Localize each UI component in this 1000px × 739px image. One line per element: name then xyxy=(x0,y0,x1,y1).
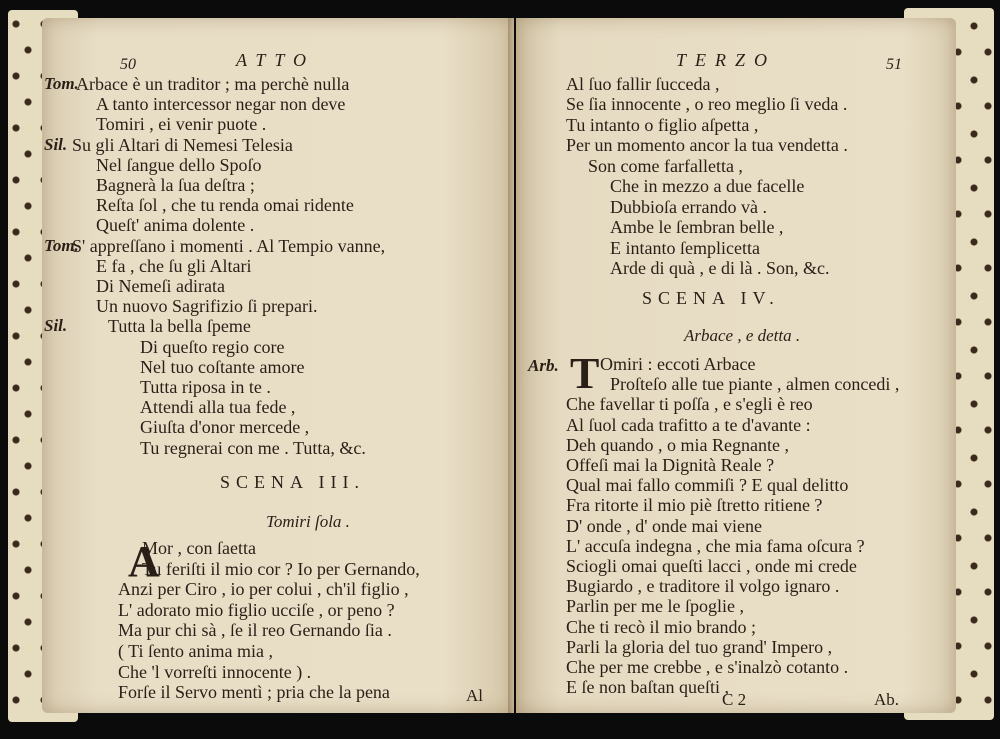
page-number: 51 xyxy=(886,56,902,73)
scene-stage-direction: Tomiri ſola . xyxy=(266,512,350,531)
verse-line: Omiri : eccoti Arbace xyxy=(600,354,756,374)
verse-line: Queſt' anima dolente . xyxy=(96,215,255,236)
verse-line: Parlin per me le ſpoglie , xyxy=(566,596,744,617)
drop-cap: T xyxy=(570,349,600,398)
verse-line: Bugiardo , e traditore il volgo ignaro . xyxy=(566,576,840,597)
speaker-label: Tom. xyxy=(44,74,79,93)
aria-line: Dubbioſa errando và . xyxy=(610,196,767,217)
catchword: Ab. xyxy=(874,690,900,709)
verse-line: Tu regnerai con me . Tutta, &c. xyxy=(140,437,366,458)
page-number: 50 xyxy=(120,56,136,73)
verse-line: Ma pur chi sà , ſe il reo Gernando ſia . xyxy=(118,620,392,641)
verse-line: Al ſuo fallir ſucceda , xyxy=(566,74,720,94)
aria-line: Che in mezzo a due facelle xyxy=(610,176,805,197)
aria-line: Ambe le ſembran belle , xyxy=(610,217,784,238)
verse-line: Se ſia innocente , o reo meglio ſi veda . xyxy=(566,94,848,115)
verse-line: A tanto intercessor negar non deve xyxy=(96,94,346,115)
verse-line: Proſteſo alle tue piante , almen concedi , xyxy=(610,374,900,395)
verse-line: Qual mai fallo commiſi ? E qual delitto xyxy=(566,475,849,496)
verse-line: Che ti recò il mio brando ; xyxy=(566,616,756,637)
verse-line: Che favellar ti poſſa , e s'egli è reo xyxy=(566,394,813,415)
verse-line: Per un momento ancor la tua vendetta . xyxy=(566,135,848,156)
left-page xyxy=(42,18,514,713)
speaker-label: Tom. xyxy=(44,235,79,255)
verse-line: E fa , che ſu gli Altari xyxy=(96,255,252,276)
verse-line: S' appreſſano i momenti . Al Tempio vanne, xyxy=(72,235,386,256)
verse-line: Nel ſangue dello Spoſo xyxy=(96,154,262,175)
verse-line: Forſe il Servo mentì ; pria che la pena xyxy=(118,682,390,703)
verse-line: Nel tuo coſtante amore xyxy=(140,356,305,377)
verse-line: ( Ti ſento anima mia , xyxy=(118,641,273,661)
verse-line: Bagnerà la ſua deſtra ; xyxy=(96,175,255,195)
verse-line: Attendi alla tua fede , xyxy=(140,397,296,418)
verse-line: Arbace è un traditor ; ma perchè nulla xyxy=(76,74,350,94)
verse-line: E ſe non baſtan queſti , xyxy=(566,677,729,698)
verse-line: Un nuovo Sagrifizio ſi prepari. xyxy=(96,296,318,317)
verse-line: Offeſi mai la Dignità Reale ? xyxy=(566,455,775,475)
signature-mark: C 2 xyxy=(722,690,747,709)
verse-line: Di queſto regio core xyxy=(140,336,285,357)
verse-line: Mor , con ſaetta xyxy=(142,538,256,558)
aria-line: Arde di quà , e di là . Son, &c. xyxy=(610,258,830,278)
verse-line: Reſta ſol , che tu renda omai ridente xyxy=(96,195,354,216)
running-head: ATTO xyxy=(236,50,316,70)
speaker-label: Arb. xyxy=(528,356,559,375)
verse-line: Tutta la bella ſpeme xyxy=(108,316,251,337)
verse-line: Al ſuol cada trafitto a te d'avante : xyxy=(566,414,811,435)
verse-line: D' onde , d' onde mai viene xyxy=(566,515,762,536)
verse-line: Sciogli omai queſti lacci , onde mi crede xyxy=(566,556,857,576)
verse-line: Tomiri , ei venir puote . xyxy=(96,114,267,135)
speaker-label: Sil. xyxy=(44,316,68,336)
right-page xyxy=(516,18,956,713)
aria-line: E intanto ſemplicetta xyxy=(610,237,760,258)
verse-line: Tu feriſti il mio cor ? Io per Gernando, xyxy=(142,558,420,579)
verse-line: Su gli Altari di Nemesi Telesia xyxy=(72,134,293,155)
drop-cap: A xyxy=(128,537,160,586)
verse-line: Di Nemeſi adirata xyxy=(96,276,225,296)
scene-stage-direction: Arbace , e detta . xyxy=(684,326,801,345)
verse-line: Giuſta d'onor mercede , xyxy=(140,417,310,438)
running-head: TERZO xyxy=(676,50,777,70)
scene-title: SCENA III. xyxy=(220,472,365,492)
catchword: Al xyxy=(466,686,483,705)
verse-line: Tu intanto o figlio aſpetta , xyxy=(566,114,759,135)
verse-line: Anzi per Ciro , io per colui , ch'il figlio , xyxy=(118,579,409,600)
speaker-label: Sil. xyxy=(44,134,68,154)
verse-line: Parli la gloria del tuo grand' Impero , xyxy=(566,636,833,657)
verse-line: L' accuſa indegna , che mia fama oſcura ? xyxy=(566,535,865,556)
verse-line: Tutta riposa in te . xyxy=(140,377,271,397)
verse-line: Fra ritorte il mio piè ſtretto ritiene ? xyxy=(566,495,823,516)
verse-line: Che per me crebbe , e s'inalzò cotanto . xyxy=(566,657,849,677)
scene-title: SCENA IV. xyxy=(642,288,780,308)
aria-line: Son come farfalletta , xyxy=(588,156,743,176)
verse-line: Che 'l vorreſti innocente ) . xyxy=(118,661,312,682)
verse-line: L' adorato mio figlio ucciſe , or peno ? xyxy=(118,599,395,620)
verse-line: Deh quando , o mia Regnante , xyxy=(566,434,789,455)
